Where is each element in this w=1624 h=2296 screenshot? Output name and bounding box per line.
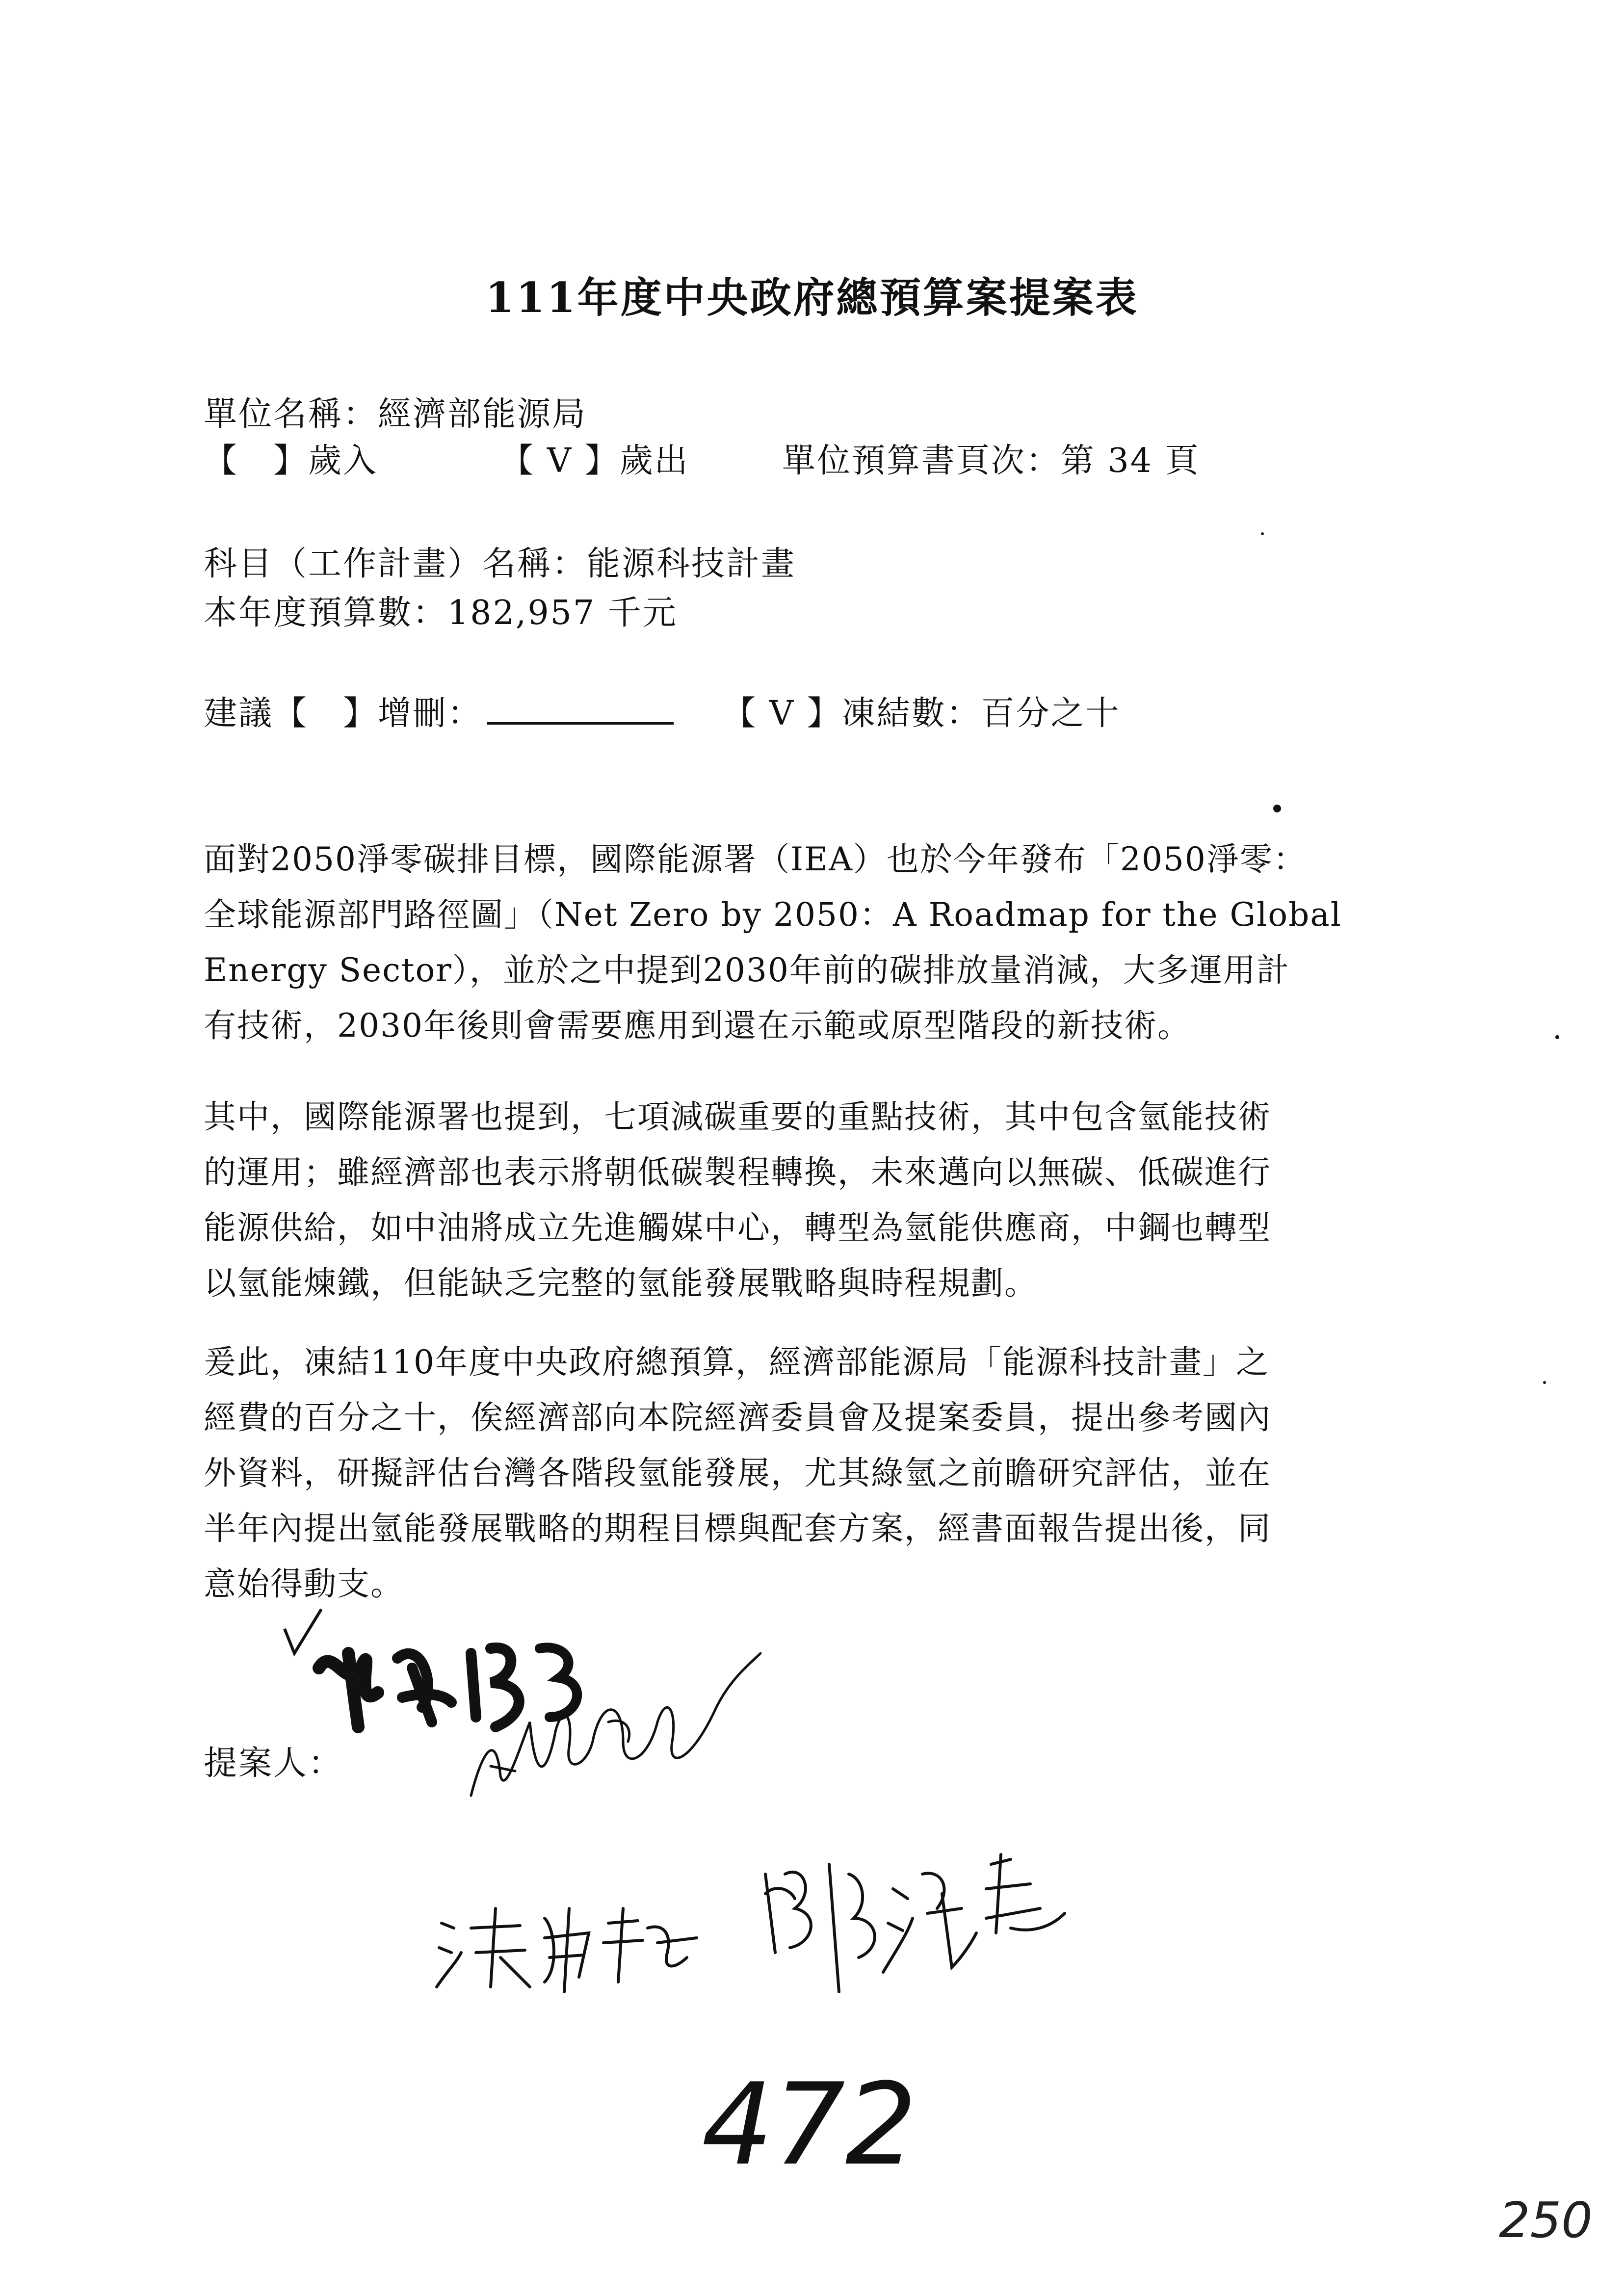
paragraph-line: 意始得動支。	[204, 1565, 404, 1603]
expense-checkbox: 【 V 】歲出	[500, 442, 689, 480]
suggest-label: 建議【 】增刪：	[204, 694, 483, 733]
unit-name: 單位名稱：經濟部能源局	[204, 395, 587, 434]
signature-3	[432, 1899, 707, 1997]
paragraph-line: 有技術，2030年後則會需要應用到還在示範或原型階段的新技術。	[204, 1007, 1191, 1044]
proposer-label: 提案人：	[204, 1744, 343, 1783]
paragraph-line: 其中，國際能源署也提到，七項減碳重要的重點技術，其中包含氫能技術	[204, 1098, 1271, 1136]
revenue-checkbox: 【 】歲入	[204, 442, 378, 480]
paragraph-line: 半年內提出氫能發展戰略的期程目標與配套方案，經書面報告提出後，同	[204, 1510, 1271, 1547]
paragraph-line: 面對2050淨零碳排目標，國際能源署（IEA）也於今年發布「2050淨零：	[204, 840, 1307, 878]
paragraph-line: 外資料，研擬評估台灣各階段氫能發展，尤其綠氫之前瞻研究評估，並在	[204, 1454, 1271, 1492]
blank-line	[487, 693, 674, 725]
budget-page-ref: 單位預算書頁次：第 34 頁	[782, 442, 1200, 480]
item-name: 科目（工作計畫）名稱：能源科技計畫	[204, 545, 796, 583]
corner-page-number	[1496, 2193, 1614, 2252]
scan-speck	[1543, 1381, 1546, 1384]
handwritten-page-number	[697, 2065, 952, 2183]
scan-speck	[1261, 532, 1264, 535]
paragraph-line: 經費的百分之十，俟經濟部向本院經濟委員會及提案委員，提出參考國內	[204, 1399, 1271, 1436]
signature-2	[461, 1648, 765, 1815]
handwritten-number-text: 472	[702, 2065, 917, 2183]
paragraph-1	[204, 832, 1440, 1053]
signature-4	[756, 1845, 1070, 2002]
paragraph-line: 全球能源部門路徑圖」（Net Zero by 2050：A Roadmap for the Global	[204, 896, 1342, 934]
suggestion-row	[204, 687, 1121, 734]
scan-speck	[1273, 805, 1281, 812]
corner-number-text: 250	[1499, 2193, 1593, 2249]
paragraph-3	[204, 1334, 1440, 1612]
paragraph-line: 爰此，凍結110年度中央政府總預算，經濟部能源局「能源科技計畫」之	[204, 1343, 1269, 1381]
paragraph-line: Energy Sector），並於之中提到2030年前的碳排放量消減，大多運用計	[204, 951, 1290, 989]
paragraph-line: 能源供給，如中油將成立先進觸媒中心，轉型為氫能供應商，中鋼也轉型	[204, 1209, 1271, 1247]
paragraph-line: 的運用；雖經濟部也表示將朝低碳製程轉換，未來邁向以無碳、低碳進行	[204, 1153, 1271, 1191]
annual-budget: 本年度預算數：182,957 千元	[204, 594, 678, 632]
scan-speck	[1555, 1035, 1559, 1039]
paragraph-line: 以氫能煉鐵，但能缺乏完整的氫能發展戰略與時程規劃。	[204, 1264, 1038, 1302]
paragraph-2	[204, 1089, 1440, 1311]
document-title: 111年度中央政府總預算案提案表	[485, 273, 1139, 322]
budget-type-row	[204, 434, 1200, 482]
freeze-checkbox: 【 V 】凍結數：百分之十	[722, 694, 1121, 733]
